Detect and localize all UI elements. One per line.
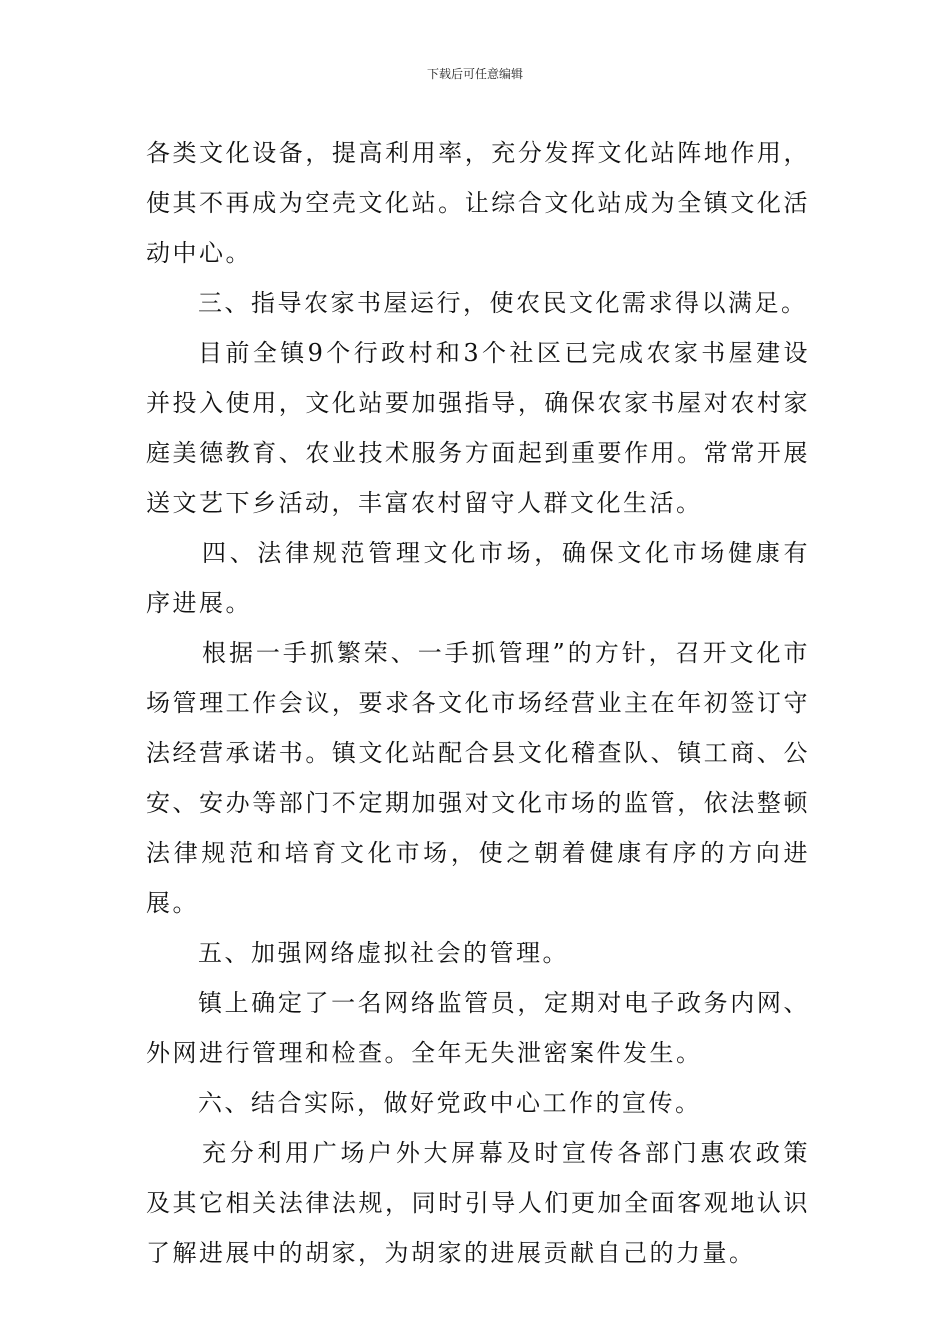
paragraph-publicity: 充分利用广场户外大屏幕及时宣传各部门惠农政策及其它相关法律法规，同时引导人们更加全面客观地认识了解进展中的胡家，为胡家的进展贡献自己的力量。: [146, 1139, 810, 1267]
section-heading-3: 三、指导农家书屋运行，使农民文化需求得以满足。: [198, 289, 808, 317]
paragraph-network-supervision: 镇上确定了一名网络监管员，定期对电子政务内网、外网进行管理和检查。全年无失泄密案件发生。: [146, 989, 810, 1067]
page-header: 下载后可任意编辑: [426, 67, 523, 81]
paragraph-rural-library: 目前全镇9个行政村和3个社区已完成农家书屋建设并投入使用，文化站要加强指导，确保农家书屋对农村家庭美德教育、农业技术服务方面起到重要作用。常常开展送文艺下乡活动，丰富农村留守人群文化生活。: [146, 339, 810, 517]
document-body: [146, 128, 810, 1278]
section-heading-6: 六、结合实际，做好党政中心工作的宣传。: [198, 1089, 702, 1117]
section-heading-4: 四、法律规范管理文化市场，确保文化市场健康有序进展。: [146, 539, 810, 617]
paragraph-continuation: 各类文化设备，提高利用率，充分发挥文化站阵地作用，使其不再成为空壳文化站。让综合文化站成为全镇文化活动中心。: [146, 139, 810, 267]
section-heading-5: 五、加强网络虚拟社会的管理。: [198, 939, 569, 967]
paragraph-culture-market: 根据一手抓繁荣、一手抓管理”的方针，召开文化市场管理工作会议，要求各文化市场经营业主在年初签订守法经营承诺书。镇文化站配合县文化稽查队、镇工商、公安、安办等部门不定期加强对文化市场的监管，依法整顿法律规范和培育文化市场，使之朝着健康有序的方向进展。: [146, 639, 810, 917]
